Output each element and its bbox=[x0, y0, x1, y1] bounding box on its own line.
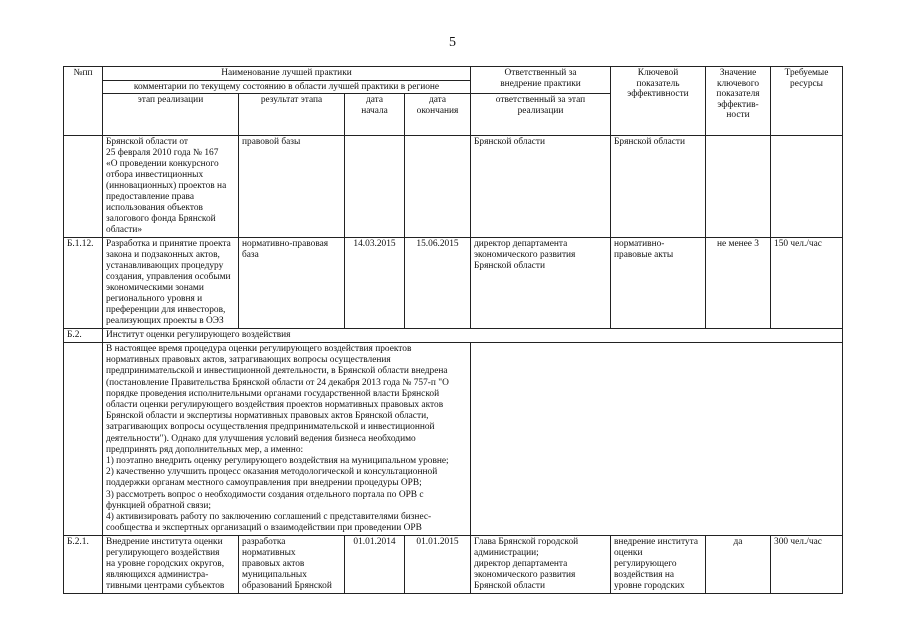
cell-responsible: Брянской области bbox=[471, 136, 611, 238]
cell-kpi-value bbox=[706, 136, 771, 238]
description-line: затрагивающих вопросы осуществления предпринимательской и инвестиционной bbox=[106, 422, 435, 433]
cell-stage: Разработка и принятие проекта закона и подзаконных актов, устанавливающих процедуру создания, управления особыми экономическими зонами регионального уровня и преференции для инвесторов, реализующих проекты в ОЭЗ bbox=[103, 238, 239, 329]
section-num: Б.2. bbox=[64, 329, 103, 343]
best-practices-table bbox=[63, 66, 843, 594]
description-line: 1) поэтапно внедрить оценку регулирующего воздействия на муниципальном уровне; bbox=[106, 456, 449, 467]
page-number: 5 bbox=[449, 35, 456, 50]
header-start: дата начала bbox=[345, 94, 405, 136]
header-resources: Требуемые ресурсы bbox=[771, 67, 843, 136]
cell-start bbox=[345, 136, 405, 238]
table-row bbox=[64, 238, 843, 329]
cell-kpi-value: да bbox=[706, 536, 771, 594]
description-line: 2) качественно улучшить процесс оказания методологической и консультационной bbox=[106, 467, 438, 478]
cell-resources: 300 чел./час bbox=[771, 536, 843, 594]
header-comments: комментарии по текущему состоянию в области лучшей практики в регионе bbox=[103, 80, 471, 94]
section-title: Институт оценки регулирующего воздействия bbox=[103, 329, 843, 343]
cell-stage: Брянской области от 25 февраля 2010 года № 167 «О проведении конкурсного отбора инвестиционных (инновационных) проектов на предоставление права использования объектов залогового фонда Брянской области» bbox=[103, 136, 239, 238]
description-line: 3) рассмотреть вопрос о необходимости создания отдельного портала по ОРВ с bbox=[106, 489, 424, 500]
description-line: поддержки органам местного самоуправления при внедрении процедуры ОРВ; bbox=[106, 478, 422, 489]
cell-kpi-value: не менее 3 bbox=[706, 238, 771, 329]
cell-result: разработка нормативных правовых актов муниципальных образований Брянской bbox=[239, 536, 345, 594]
table-row bbox=[64, 136, 843, 238]
header-name: Наименование лучшей практики bbox=[103, 67, 471, 81]
section-description bbox=[103, 343, 471, 536]
cell-responsible: директор департамента экономического развития Брянской области bbox=[471, 238, 611, 329]
cell-resources: 150 чел./час bbox=[771, 238, 843, 329]
header-result: результат этапа bbox=[239, 94, 345, 136]
description-line: Брянской области и экспертизы нормативных правовых актов Брянской области, bbox=[106, 411, 429, 422]
description-line: предпринять ряд дополнительных мер, а именно: bbox=[106, 444, 304, 455]
header-end: дата окончания bbox=[405, 94, 471, 136]
description-line: предпринимательской и инвестиционной деятельности, в Брянской области внедрена bbox=[106, 366, 448, 377]
header-row-1 bbox=[64, 67, 843, 81]
cell-responsible: Глава Брянской городской администрации; директор департамента экономического развития Брянской области bbox=[471, 536, 611, 594]
section-title-row bbox=[64, 329, 843, 343]
cell-start: 14.03.2015 bbox=[345, 238, 405, 329]
cell-end: 01.01.2015 bbox=[405, 536, 471, 594]
cell-kpi: внедрение института оценки регулирующего воздействия на уровне городских bbox=[611, 536, 706, 594]
description-line: (постановление Правительства Брянской области от 24 декабря 2013 года № 757-п "О bbox=[106, 377, 449, 388]
header-kpi: Ключевой показатель эффективности bbox=[611, 67, 706, 136]
cell-kpi: нормативно- правовые акты bbox=[611, 238, 706, 329]
cell-end bbox=[405, 136, 471, 238]
cell-result: правовой базы bbox=[239, 136, 345, 238]
description-line: деятельности"). Однако для улучшения условий ведения бизнеса необходимо bbox=[106, 433, 416, 444]
table-row bbox=[64, 536, 843, 594]
header-responsible-stage: ответственный за этап реализации bbox=[471, 94, 611, 136]
section-description-num bbox=[64, 343, 103, 536]
cell-num: Б.2.1. bbox=[64, 536, 103, 594]
section-description-empty bbox=[471, 343, 843, 536]
cell-resources bbox=[771, 136, 843, 238]
description-line: В настоящее время процедура оценки регулирующего воздействия проектов bbox=[106, 344, 412, 354]
description-line: 4) активизировать работу по заключению соглашений с представителями бизнес- bbox=[106, 512, 432, 523]
cell-stage: Внедрение института оценки регулирующего воздействия на уровне городских округов, являющихся администра- тивными центрами субъектов bbox=[103, 536, 239, 594]
cell-result: нормативно-правовая база bbox=[239, 238, 345, 329]
cell-start: 01.01.2014 bbox=[345, 536, 405, 594]
cell-num bbox=[64, 136, 103, 238]
cell-kpi: Брянской области bbox=[611, 136, 706, 238]
header-stage: этап реализации bbox=[103, 94, 239, 136]
section-description-row bbox=[64, 343, 843, 536]
description-line: функцией обратной связи; bbox=[106, 500, 211, 511]
header-kpi-value: Значение ключевого показателя эффектив- ности bbox=[706, 67, 771, 136]
description-line: области оценки регулирующего воздействия проектов нормативных правовых актов bbox=[106, 400, 444, 411]
description-line: нормативных правовых актов, затрагивающих вопросы осуществления bbox=[106, 355, 391, 366]
cell-end: 15.06.2015 bbox=[405, 238, 471, 329]
header-num: №пп bbox=[64, 67, 103, 136]
cell-num: Б.1.12. bbox=[64, 238, 103, 329]
header-responsible: Ответственный за внедрение практики bbox=[471, 67, 611, 94]
description-line: порядке проведения исполнительными органами государственной власти Брянской bbox=[106, 388, 440, 399]
description-line: сообщества и экспертных организаций о взаимодействии при проведении ОРВ bbox=[106, 523, 422, 534]
